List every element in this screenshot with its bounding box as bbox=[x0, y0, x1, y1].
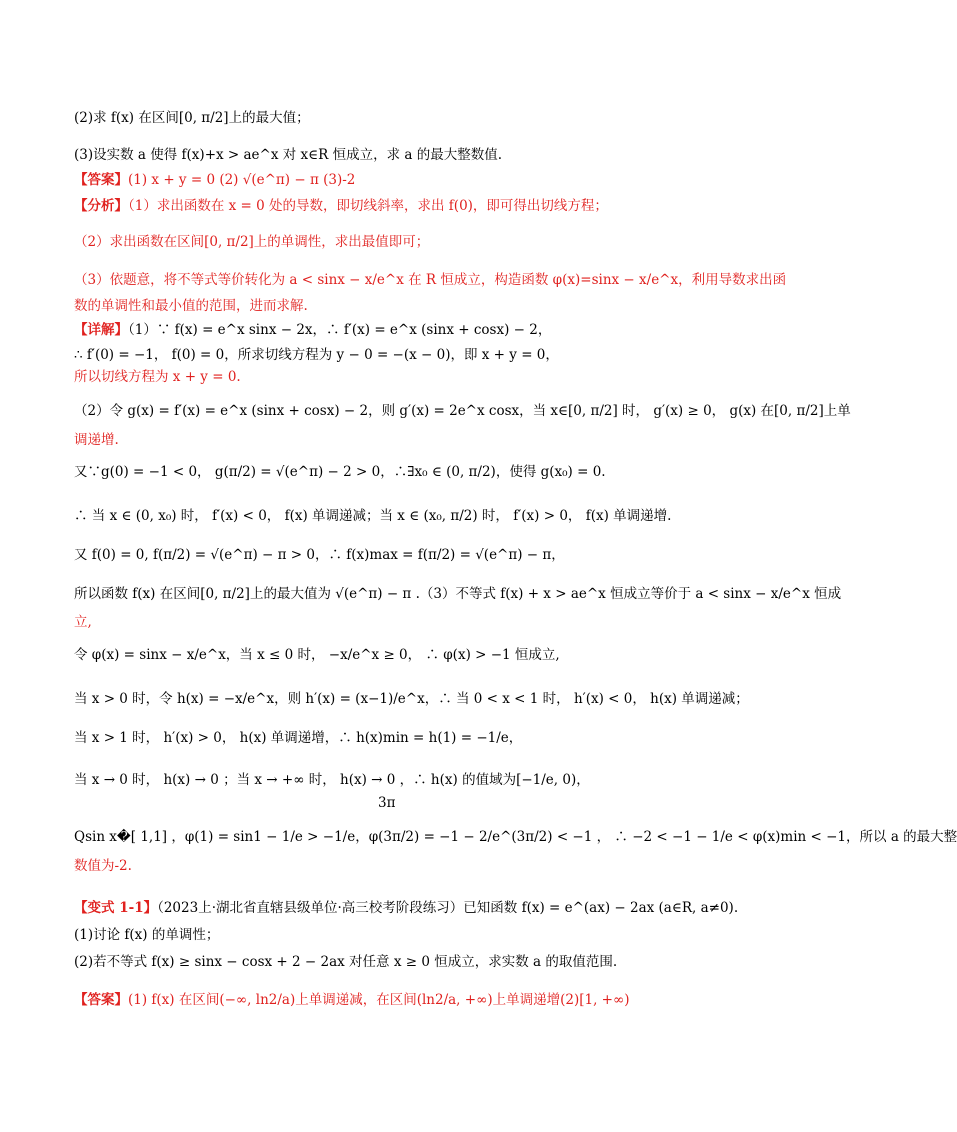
detail-line-15: Qsin x�[ 1,1] ，φ(1) = sin1 − 1/e > −1/e，φ(3π/2) = −1 − 2/e^(3π/2) < −1 ， ∴ −2 < −1 − 1/e < φ(x)min < −1，所以 a 的最大整 bbox=[74, 829, 957, 845]
detail-line-13: 当 x > 1 时， h′(x) > 0， h(x) 单调递增，∴ h(x)min = h(1) = −1/e， bbox=[74, 730, 523, 746]
detail-line-12: 当 x > 0 时，令 h(x) = −x/e^x，则 h′(x) = (x−1)/e^x，∴ 当 0 < x < 1 时， h′(x) < 0， h(x) 单调递减； bbox=[74, 691, 749, 707]
detail-line-5: 调递增. bbox=[74, 432, 119, 448]
analysis-line-3: （3）依题意，将不等式等价转化为 a < sinx − x/e^x 在 R 恒成立，构造函数 φ(x)=sinx − x/e^x，利用导数求出函 bbox=[74, 272, 787, 288]
variant-answer-tag: 【答案】 bbox=[74, 992, 128, 1008]
variant-answer: 【答案】(1) f(x) 在区间(−∞, ln2/a)上单调递减，在区间(ln2/a, +∞)上单调递增(2)[1, +∞) bbox=[74, 992, 630, 1008]
analysis-tag: 【分析】 bbox=[74, 198, 128, 214]
variant-tag: 【变式 1-1】 bbox=[74, 900, 158, 916]
detail-line-9: 所以函数 f(x) 在区间[0, π/2]上的最大值为 √(e^π) − π .（3）不等式 f(x) + x > ae^x 恒成立等价于 a < sinx − x/e^x 恒成 bbox=[74, 586, 842, 602]
question-3: (3)设实数 a 使得 f(x)+x > ae^x 对 x∈R 恒成立，求 a 的最大整数值. bbox=[74, 147, 503, 163]
detail-line-7: ∴ 当 x ∈ (0, x₀) 时， f′(x) < 0， f(x) 单调递减；当 x ∈ (x₀, π/2) 时， f′(x) > 0， f(x) 单调递增. bbox=[74, 508, 672, 524]
detail-line-16: 数值为-2. bbox=[74, 858, 132, 874]
detail-line-8: 又 f(0) = 0, f(π/2) = √(e^π) − π > 0，∴ f(x)max = f(π/2) = √(e^π) − π， bbox=[74, 547, 565, 563]
detail-line-3: 所以切线方程为 x + y = 0. bbox=[74, 369, 241, 385]
detail-line-14: 当 x → 0 时， h(x) → 0 ；当 x → +∞ 时， h(x) → 0 ，∴ h(x) 的值域为[−1/e, 0)， bbox=[74, 772, 590, 788]
answer-tag: 【答案】 bbox=[74, 172, 128, 188]
analysis-line-4: 数的单调性和最小值的范围，进而求解. bbox=[74, 298, 308, 314]
detail-line-1: 【详解】（1）∵ f(x) = e^x sinx − 2x，∴ f′(x) = e^x (sinx + cosx) − 2， bbox=[74, 322, 552, 338]
detail-line-4: （2）令 g(x) = f′(x) = e^x (sinx + cosx) − 2，则 g′(x) = 2e^x cosx，当 x∈[0, π/2] 时， g′(x) ≥ 0， g(x) 在[0, π/2]上单 bbox=[74, 403, 851, 419]
variant-heading: 【变式 1-1】（2023上·湖北省直辖县级单位·高三校考阶段练习）已知函数 f(x) = e^(ax) − 2ax (a∈R, a≠0). bbox=[74, 900, 739, 916]
variant-question-2: (2)若不等式 f(x) ≥ sinx − cosx + 2 − 2ax 对任意 x ≥ 0 恒成立，求实数 a 的取值范围. bbox=[74, 954, 618, 970]
detail-line-10: 立, bbox=[74, 614, 92, 630]
detail-line-6: 又∵g(0) = −1 < 0， g(π/2) = √(e^π) − 2 > 0，∴∃x₀ ∈ (0, π/2)，使得 g(x₀) = 0. bbox=[74, 464, 606, 480]
detail-line-15-superscript: 3π bbox=[378, 795, 396, 811]
answer-line bbox=[74, 170, 760, 190]
detail-line-11: 令 φ(x) = sinx − x/e^x，当 x ≤ 0 时， −x/e^x ≥ 0， ∴ φ(x) > −1 恒成立, bbox=[74, 647, 560, 663]
question-2: (2)求 f(x) 在区间[0, π/2]上的最大值； bbox=[74, 110, 310, 126]
analysis-line-1: 【分析】（1）求出函数在 x = 0 处的导数，即切线斜率，求出 f(0)，即可得出切线方程； bbox=[74, 198, 608, 214]
analysis-line-2: （2）求出函数在区间[0, π/2]上的单调性，求出最值即可； bbox=[74, 234, 430, 250]
variant-question-1: (1)讨论 f(x) 的单调性； bbox=[74, 927, 220, 943]
detail-line-2: ∴ f′(0) = −1， f(0) = 0，所求切线方程为 y − 0 = −(x − 0)，即 x + y = 0， bbox=[74, 347, 559, 363]
detail-tag: 【详解】 bbox=[74, 322, 128, 338]
answer-text: (1) x + y = 0 (2) √(e^π) − π (3)-2 bbox=[128, 172, 356, 188]
